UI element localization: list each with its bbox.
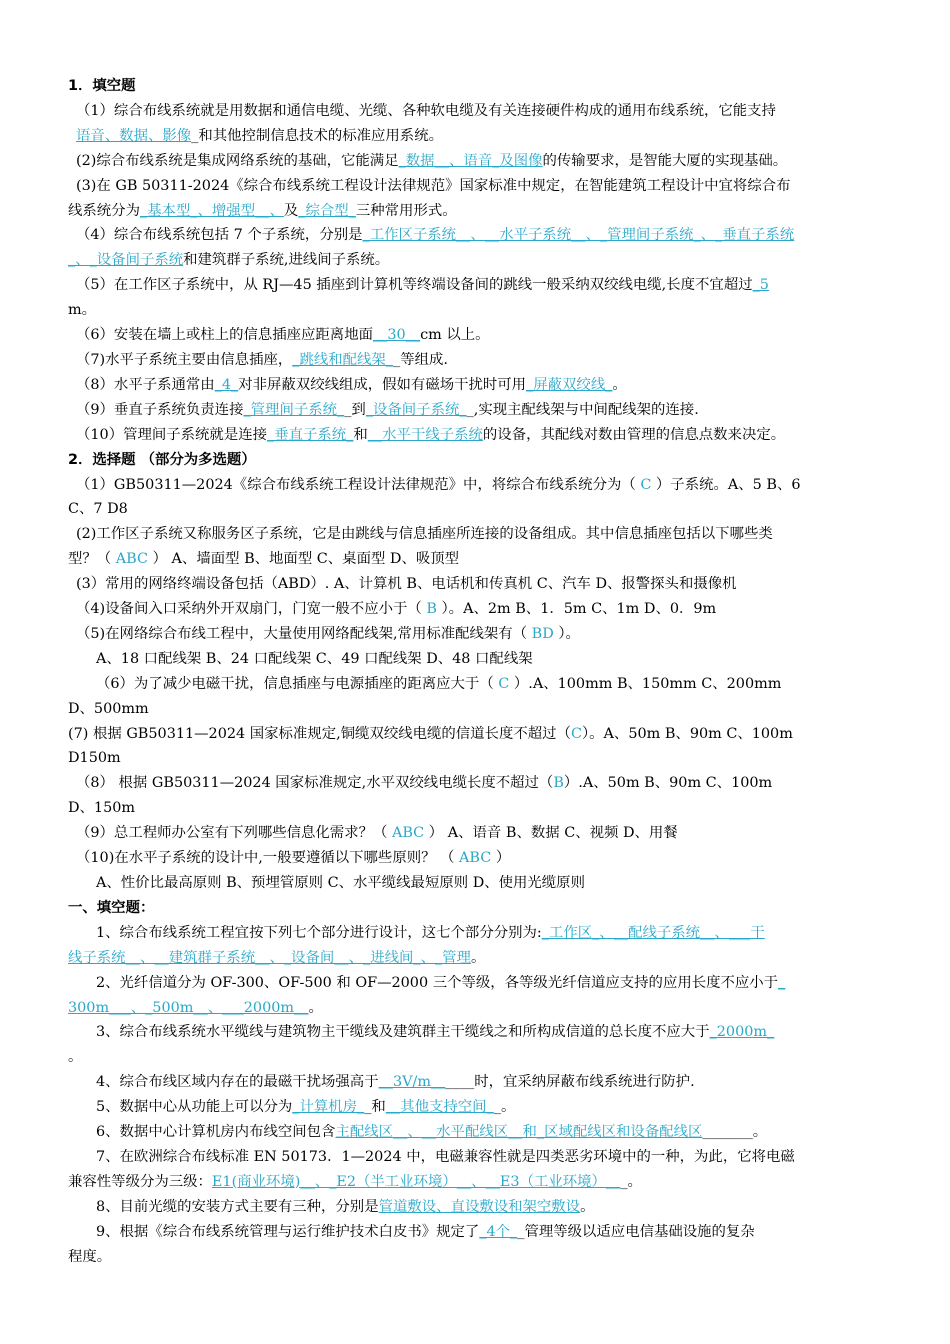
line-text: 3、综合布线系统水平缆线与建筑物主干缆线及建筑群主干缆线之和所构成信道的总长度不应大于 xyxy=(96,1024,710,1041)
text-line xyxy=(68,1170,884,1195)
line-text: 。 xyxy=(308,999,323,1016)
line-text: (2)工作区子系统又称服务区子系统，它是由跳线与信息插座所连接的设备组成。其中信息插座包括以下哪些类 xyxy=(76,526,773,543)
text-line xyxy=(68,572,884,597)
text-line xyxy=(68,1020,884,1045)
line-text: _。 xyxy=(493,1099,516,1116)
line-text: D150m xyxy=(68,750,121,767)
text-line xyxy=(68,497,884,522)
answer-choice: C xyxy=(640,476,652,493)
line-text: _______。 xyxy=(702,1124,768,1141)
line-text: _和 xyxy=(364,1099,386,1116)
answer-fill: __30__ xyxy=(372,327,421,344)
line-text: 5、数据中心从功能上可以分为 xyxy=(96,1099,293,1116)
answer-fill: 管道敷设、直设敷设和架空敷设 xyxy=(378,1198,581,1215)
section-heading xyxy=(68,896,884,921)
line-text: 。 xyxy=(580,1198,595,1215)
answer-fill: __3V/m__ xyxy=(378,1074,446,1091)
line-text: ）。 xyxy=(553,625,580,642)
answer-fill: _管理间子系统_ xyxy=(243,401,345,418)
line-text: 及 xyxy=(283,202,299,219)
text-line xyxy=(68,1220,884,1245)
text-line xyxy=(68,1245,884,1270)
text-line xyxy=(68,697,884,722)
text-line xyxy=(68,672,884,697)
text-line xyxy=(68,647,884,672)
line-text: （8）水平子系通常由 xyxy=(76,376,215,393)
text-line xyxy=(68,597,884,622)
line-text: 6、数据中心计算机房内布线空间包含 xyxy=(96,1124,336,1141)
line-text: ）。A、2m B、1．5m C、1m D、0．9m xyxy=(436,601,717,618)
text-line xyxy=(68,473,884,498)
line-text: _。 xyxy=(620,1173,642,1190)
line-text: ）.A、50m B、90m C、100m xyxy=(563,775,773,792)
line-text: C、7 D8 xyxy=(68,501,128,518)
text-line xyxy=(68,871,884,896)
line-text: 一、填空题： xyxy=(68,899,155,916)
answer-fill: _工作区_、__配线子系统__、___干 xyxy=(541,924,765,941)
answer-fill: _设备间子系统_ xyxy=(365,401,467,418)
line-text: （10）管理间子系统就是连接 xyxy=(76,426,267,443)
line-text: m。 xyxy=(68,302,97,319)
line-text: 的传输要求，是智能大厦的实现基础。 xyxy=(542,152,788,169)
text-line xyxy=(68,1095,884,1120)
text-line xyxy=(68,622,884,647)
answer-fill: _屏蔽双绞线_ xyxy=(526,376,613,393)
line-text: （5）在工作区子系统中，从 RJ—45 插座到计算机等终端设备间的跳线一般采纳双绞线电缆,长度不宜超过 xyxy=(76,277,753,294)
line-text: cm 以上。 xyxy=(420,327,490,344)
text-line xyxy=(68,273,884,298)
text-line xyxy=(68,174,884,199)
line-text: 程度。 xyxy=(68,1248,112,1265)
answer-choice: B xyxy=(553,775,564,792)
text-line xyxy=(68,1070,884,1095)
answer-fill: 语音、数据、影像 xyxy=(76,127,192,144)
text-line xyxy=(68,971,884,996)
text-line xyxy=(68,821,884,846)
text-line xyxy=(68,746,884,771)
text-line xyxy=(68,348,884,373)
answer-fill: _垂直子系统_ xyxy=(267,426,354,443)
line-text: 线系统分为 xyxy=(68,202,140,219)
answer-fill: 主配线区__、__水平配线区__和_区域配线区和设备配线区 xyxy=(335,1124,703,1141)
line-text: （9）垂直子系统负责连接 xyxy=(76,401,244,418)
answer-fill: _4个_ xyxy=(479,1223,518,1240)
line-text: （4）综合布线系统包括 7 个子系统，分别是 xyxy=(76,227,363,244)
text-line xyxy=(68,522,884,547)
text-line xyxy=(68,996,884,1021)
line-text: （4)设备间入口采纳外开双扇门，门宽一般不应小于（ xyxy=(76,601,427,618)
line-text: （5)在网络综合布线工程中，大量使用网络配线架,常用标准配线架有（ xyxy=(76,625,532,642)
line-text: 的设备，其配线对数由管理的信息点数来决定。 xyxy=(482,426,786,443)
line-text: A、18 口配线架 B、24 口配线架 C、49 口配线架 D、48 口配线架 xyxy=(96,650,533,667)
line-text: _,实现主配线架与中间配线架的连接. xyxy=(466,401,699,418)
line-text: 8、目前光缆的安装方式主要有三种，分别是 xyxy=(96,1198,379,1215)
text-line xyxy=(68,796,884,821)
section-heading xyxy=(68,74,884,99)
answer-fill: 300m___、_500m__、___2000m__ xyxy=(68,999,309,1016)
answer-choice: ABC xyxy=(391,825,425,842)
line-text: 1．填空题 xyxy=(68,78,136,94)
text-line xyxy=(68,423,884,448)
line-text: 7、在欧洲综合布线标准 EN 50173．1—2024 中，电磁兼容性就是四类恶劣环境中的一种，为此，它将电磁 xyxy=(96,1148,795,1165)
line-text: 和建筑群子系统,进线间子系统。 xyxy=(183,252,390,269)
answer-fill: _综合型_ xyxy=(298,202,356,219)
line-text: (2)综合布线系统是集成网络系统的基础，它能满足 xyxy=(76,152,399,169)
line-text: _和其他控制信息技术的标准应用系统。 xyxy=(191,127,443,144)
line-text: ）子系统。A、5 B、6 xyxy=(651,476,801,493)
answer-choice: B xyxy=(426,601,437,618)
text-line xyxy=(68,99,884,124)
line-text: ） xyxy=(491,850,511,867)
line-text: _管理等级以适应电信基础设施的复杂 xyxy=(517,1223,755,1240)
line-text: 9、根据《综合布线系统管理与运行维护技术白皮书》规定了 xyxy=(96,1223,480,1240)
answer-fill: _跳线和配线架_ xyxy=(292,351,393,368)
line-text: 。 xyxy=(470,949,486,966)
section-heading xyxy=(68,448,884,473)
answer-fill: 线子系统__、__建筑群子系统__、_设备间__、_进线间_、_管理 xyxy=(68,949,471,966)
answer-fill: _基本型_、增强型__、 xyxy=(139,202,284,219)
text-line xyxy=(68,946,884,971)
line-text: （6）为了减少电磁干扰，信息插座与电源插座的距离应大于（ xyxy=(96,675,499,692)
answer-fill: _工作区子系统__、__水平子系统__、_管理间子系统_、_垂直子系统 xyxy=(362,227,795,244)
line-text: 1、综合布线系统工程宜按下列七个部分进行设计，这七个部分分别为: xyxy=(96,924,542,941)
line-text: 兼容性等级分为三级： xyxy=(68,1173,212,1190)
answer-fill: _设备间子系统 xyxy=(89,252,184,269)
answer-choice: C xyxy=(570,725,582,742)
document-page xyxy=(68,74,884,1270)
line-text: （1）综合布线系统就是用数据和通信电缆、光缆、各种软电缆及有关连接硬件构成的通用布线系统，它能支持 xyxy=(76,102,776,119)
text-line xyxy=(68,298,884,323)
text-line xyxy=(68,124,884,149)
line-text: ） A、墙面型 B、地面型 C、桌面型 D、吸顶型 xyxy=(148,551,460,568)
line-text: （1）GB50311—2024《综合布线系统工程设计法律规范》中，将综合布线系统分为（ xyxy=(76,476,641,493)
line-text: 。 xyxy=(68,1049,83,1066)
line-text: 三种常用形式。 xyxy=(355,202,457,219)
answer-choice: BD xyxy=(531,625,554,642)
answer-fill: _、 xyxy=(68,252,90,269)
text-line xyxy=(68,771,884,796)
line-text: （6）安装在墙上或柱上的信息插座应距离地面 xyxy=(76,327,373,344)
answer-fill: _数据__、语音_及图像 xyxy=(398,152,543,169)
line-text: (7) 根据 GB50311—2024 国家标准规定,铜缆双绞线电缆的信道长度不超过（ xyxy=(68,725,571,742)
line-text: 2、光纤信道分为 OF-300、OF-500 和 OF—2000 三个等级，各等级光纤信道应支持的应用长度不应小于 xyxy=(96,974,779,991)
text-line xyxy=(68,1120,884,1145)
text-line xyxy=(68,248,884,273)
line-text: 对非屏蔽双绞线组成，假如有磁场干扰时可用 xyxy=(238,376,527,393)
line-text: _到 xyxy=(344,401,366,418)
line-text: 和 xyxy=(353,426,368,443)
answer-fill: __水平干线子系统 xyxy=(367,426,483,443)
text-line xyxy=(68,323,884,348)
line-text: ）.A、100mm B、150mm C、200mm xyxy=(509,675,782,692)
answer-choice: ABC xyxy=(115,551,148,568)
line-text: (3)在 GB 50311-2024《综合布线系统工程设计法律规范》国家标准中规定，在智能建筑工程设计中宜将综合布 xyxy=(76,177,791,194)
answer-fill: _2000m_ xyxy=(709,1024,775,1041)
text-line xyxy=(68,149,884,174)
text-line xyxy=(68,846,884,871)
line-text: D、150m xyxy=(68,800,136,817)
answer-choice: ABC xyxy=(459,850,492,867)
text-line xyxy=(68,1145,884,1170)
text-line xyxy=(68,1045,884,1070)
answer-fill: _5 xyxy=(752,277,769,294)
text-line xyxy=(68,373,884,398)
text-line xyxy=(68,223,884,248)
line-text: （9）总工程师办公室有下列哪些信息化需求？（ xyxy=(76,825,392,842)
line-text: D、500mm xyxy=(68,700,149,717)
text-line xyxy=(68,722,884,747)
line-text: ）。A、50m B、90m C、100m xyxy=(581,725,793,742)
text-line xyxy=(68,199,884,224)
line-text: （8） 根据 GB50311—2024 国家标准规定,水平双绞线电缆长度不超过（ xyxy=(76,775,554,792)
line-text: （7)水平子系统主要由信息插座， xyxy=(76,351,293,368)
answer-fill: E1(商业环境)__、_E2（半工业环境）__、__E3（工业环境）__ xyxy=(211,1173,621,1190)
line-text: 4、综合布线区域内存在的最磁干扰场强高于 xyxy=(96,1074,379,1091)
answer-fill: _ xyxy=(778,974,786,991)
text-line xyxy=(68,921,884,946)
line-text: （10)在水平子系统的设计中,一般要遵循以下哪些原则？ （ xyxy=(76,850,460,867)
line-text: 2．选择题 （部分为多选题） xyxy=(68,451,256,468)
answer-fill: __其他支持空间_ xyxy=(385,1099,494,1116)
line-text: 型？（ xyxy=(68,551,116,568)
line-text: _等组成. xyxy=(393,351,448,368)
text-line xyxy=(68,398,884,423)
line-text: 。 xyxy=(612,376,627,393)
line-text: ） A、语音 B、数据 C、视频 D、用餐 xyxy=(424,825,678,842)
text-line xyxy=(68,1195,884,1220)
answer-fill: _4_ xyxy=(214,376,239,393)
line-text: ____时，宜采纳屏蔽布线系统进行防护. xyxy=(445,1074,695,1091)
line-text: (3）常用的网络终端设备包括（ABD）. A、计算机 B、电话机和传真机 C、汽车 D、报警探头和摄像机 xyxy=(76,576,737,593)
text-line xyxy=(68,547,884,572)
answer-fill: _计算机房_ xyxy=(292,1099,365,1116)
line-text: A、性价比最高原则 B、预埋管原则 C、水平缆线最短原则 D、使用光缆原则 xyxy=(96,875,585,891)
answer-choice: C xyxy=(498,675,510,692)
